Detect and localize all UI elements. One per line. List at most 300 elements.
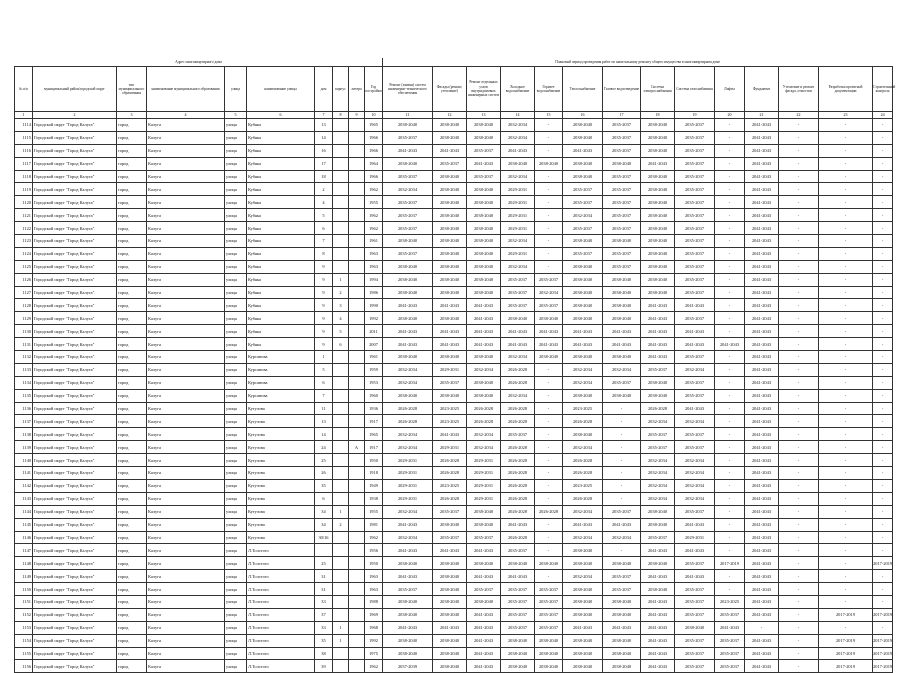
table-cell: - [535, 544, 563, 557]
table-cell: Городской округ "Город Калуга" [33, 402, 117, 415]
table-cell: 2038-2040 [603, 273, 641, 286]
table-cell [333, 454, 349, 467]
table-cell [333, 389, 349, 402]
table-cell [349, 247, 365, 260]
table-row [15, 479, 893, 492]
table-cell: 2041-2043 [467, 660, 501, 673]
table-cell: - [535, 209, 563, 222]
table-cell: 2032-2034 [501, 131, 535, 144]
table-cell: - [603, 428, 641, 441]
table-cell: город [117, 389, 147, 402]
table-cell: - [873, 222, 893, 235]
table-cell: 2041-2043 [745, 415, 779, 428]
table-cell: 2032-2034 [641, 467, 675, 480]
table-cell [349, 660, 365, 673]
table-cell: 2038-2040 [383, 557, 433, 570]
table-cell: Кутузова [247, 441, 315, 454]
table-cell [349, 260, 365, 273]
table-cell: 2038-2040 [383, 273, 433, 286]
table-cell: 2035-2037 [675, 634, 715, 647]
table-cell: 2038-2040 [383, 351, 433, 364]
table-cell: 2038-2040 [383, 634, 433, 647]
table-cell: 2041-2043 [433, 428, 467, 441]
table-cell: 1956 [365, 544, 383, 557]
table-cell: - [715, 583, 745, 596]
table-cell: 2035-2037 [501, 273, 535, 286]
table-cell: город [117, 170, 147, 183]
table-cell: - [873, 273, 893, 286]
table-cell: 1953 [365, 376, 383, 389]
table-cell: 2041-2043 [383, 518, 433, 531]
table-cell: 2032-2034 [641, 415, 675, 428]
column-header: дом [315, 67, 333, 112]
table-cell: 11 [315, 402, 333, 415]
table-cell: 2032-2034 [641, 454, 675, 467]
table-cell: 2041-2043 [603, 325, 641, 338]
table-cell: 2038-2040 [501, 660, 535, 673]
table-cell: Калуга [147, 583, 225, 596]
table-cell: 2041-2043 [745, 570, 779, 583]
table-cell: 2038-2040 [433, 222, 467, 235]
table-cell: 2026-2028 [501, 492, 535, 505]
table-cell: 2035-2037 [603, 196, 641, 209]
column-header: Система газоснабжения [675, 67, 715, 112]
table-cell: Калуга [147, 338, 225, 351]
table-cell: 25 [315, 557, 333, 570]
table-cell: 2041-2043 [535, 325, 563, 338]
table-cell: 2041-2043 [501, 325, 535, 338]
table-cell: 2035-2037 [467, 583, 501, 596]
table-cell: 2017-2019 [873, 634, 893, 647]
table-cell: 2038-2040 [563, 131, 603, 144]
table-cell: 2017-2019 [819, 634, 873, 647]
table-cell: 1992 [365, 312, 383, 325]
table-cell: - [819, 222, 873, 235]
table-cell: город [117, 131, 147, 144]
table-cell: - [715, 209, 745, 222]
table-cell: 1124 [15, 247, 33, 260]
table-cell [349, 389, 365, 402]
table-cell: 2035-2037 [675, 351, 715, 364]
table-cell: - [819, 196, 873, 209]
table-cell: - [779, 376, 819, 389]
table-cell: - [535, 376, 563, 389]
table-cell: Кубяка [247, 325, 315, 338]
table-cell [333, 183, 349, 196]
table-cell: - [819, 492, 873, 505]
table-cell: 1151 [15, 595, 33, 608]
column-header: Ремонт (замена) систем инженерно-технического обеспечения [383, 67, 433, 112]
table-cell: 13 [315, 415, 333, 428]
table-cell: - [819, 157, 873, 170]
table-cell: 2017-2019 [873, 608, 893, 621]
table-cell: город [117, 454, 147, 467]
table-cell: 2026-2028 [433, 454, 467, 467]
table-cell: 1156 [15, 660, 33, 673]
table-cell: 2038-2040 [603, 634, 641, 647]
table-cell: Кубяка [247, 131, 315, 144]
column-header: Система электроснабжения [641, 67, 675, 112]
table-cell: - [535, 363, 563, 376]
table-cell: - [779, 467, 819, 480]
table-cell: 2026-2028 [467, 402, 501, 415]
column-number: 14 [501, 112, 535, 119]
table-cell: 1917 [365, 441, 383, 454]
table-cell: 2041-2043 [563, 325, 603, 338]
table-cell: город [117, 299, 147, 312]
table-cell: 2041-2043 [467, 634, 501, 647]
table-cell [333, 209, 349, 222]
table-cell: 2035-2037 [715, 634, 745, 647]
table-cell: 1154 [15, 634, 33, 647]
column-header: Строительный контроль [873, 67, 893, 112]
table-cell: Калуга [147, 415, 225, 428]
table-cell: 2035-2037 [675, 196, 715, 209]
table-cell: 2007 [365, 338, 383, 351]
table-cell: 2035-2037 [433, 376, 467, 389]
table-cell: 2026-2028 [501, 454, 535, 467]
table-cell: - [819, 170, 873, 183]
table-cell: 1975 [365, 647, 383, 660]
table-cell: Городской округ "Город Калуга" [33, 286, 117, 299]
table-cell: 2026-2028 [563, 415, 603, 428]
table-cell: 2041-2043 [383, 621, 433, 634]
table-cell [333, 144, 349, 157]
table-cell: Кубяка [247, 247, 315, 260]
table-cell: Л.Толстого [247, 583, 315, 596]
table-row [15, 325, 893, 338]
table-cell: - [715, 325, 745, 338]
table-cell: - [819, 467, 873, 480]
table-cell: - [715, 454, 745, 467]
table-cell: 2041-2043 [715, 621, 745, 634]
table-cell: - [779, 299, 819, 312]
table-cell: - [779, 247, 819, 260]
document-sheet [14, 58, 896, 673]
table-cell: улица [225, 621, 247, 634]
table-cell: 2038-2040 [563, 351, 603, 364]
table-cell: - [779, 621, 819, 634]
table-cell: 2038-2040 [383, 608, 433, 621]
table-cell [349, 299, 365, 312]
table-cell: 1118 [15, 170, 33, 183]
table-cell [349, 196, 365, 209]
table-cell: 2041-2043 [641, 634, 675, 647]
table-cell: Кутузова [247, 505, 315, 518]
table-cell: 1119 [15, 183, 33, 196]
table-cell: 2026-2028 [501, 441, 535, 454]
table-cell: 2032-2034 [383, 376, 433, 389]
table-cell: 2026-2028 [433, 467, 467, 480]
table-cell: 1137 [15, 415, 33, 428]
table-cell: - [715, 183, 745, 196]
table-cell: 2038-2040 [641, 376, 675, 389]
table-cell: 2032-2034 [501, 389, 535, 402]
table-cell: - [779, 389, 819, 402]
table-cell: улица [225, 196, 247, 209]
table-cell: Городской округ "Город Калуга" [33, 235, 117, 248]
table-cell: 2038-2040 [563, 595, 603, 608]
table-cell: - [779, 144, 819, 157]
table-cell: - [873, 467, 893, 480]
table-cell: 2038-2040 [641, 273, 675, 286]
table-cell: - [603, 467, 641, 480]
table-cell [333, 131, 349, 144]
table-cell: 2038-2040 [433, 247, 467, 260]
table-cell: - [779, 286, 819, 299]
table-cell: 2038-2040 [383, 286, 433, 299]
table-cell: - [715, 428, 745, 441]
table-cell: 2038-2040 [563, 312, 603, 325]
table-cell: 38 [315, 647, 333, 660]
table-cell: 2041-2043 [715, 338, 745, 351]
table-cell: 9 [315, 299, 333, 312]
table-cell: 2038-2040 [501, 647, 535, 660]
table-cell: - [715, 415, 745, 428]
table-cell: 2041-2043 [641, 544, 675, 557]
table-cell: 2038-2040 [641, 222, 675, 235]
table-cell: 2038-2040 [467, 196, 501, 209]
table-cell: - [873, 531, 893, 544]
table-cell: 2035-2037 [383, 222, 433, 235]
table-cell: 2038-2040 [535, 647, 563, 660]
table-cell: 2032-2034 [675, 467, 715, 480]
table-cell: - [535, 441, 563, 454]
table-cell: 35 [315, 479, 333, 492]
table-cell: 2035-2037 [675, 441, 715, 454]
table-cell: 2017-2019 [873, 557, 893, 570]
table-cell [333, 441, 349, 454]
table-cell: 1992 [365, 634, 383, 647]
table-cell: 2038-2040 [467, 247, 501, 260]
table-cell: 2035-2037 [675, 235, 715, 248]
table-cell: Калуга [147, 557, 225, 570]
table-cell: Калуга [147, 325, 225, 338]
table-cell: - [819, 299, 873, 312]
table-cell: город [117, 492, 147, 505]
table-cell: 1153 [15, 621, 33, 634]
table-cell: 2041-2043 [745, 273, 779, 286]
table-cell: Кубяка [247, 286, 315, 299]
table-cell: 2029-2031 [467, 454, 501, 467]
table-cell: - [779, 608, 819, 621]
table-cell: Калуга [147, 402, 225, 415]
table-cell: город [117, 557, 147, 570]
table-cell: Калуга [147, 286, 225, 299]
table-cell: Городской округ "Город Калуга" [33, 376, 117, 389]
column-number: 18 [641, 112, 675, 119]
table-cell [349, 363, 365, 376]
table-cell: - [715, 286, 745, 299]
table-cell: - [779, 273, 819, 286]
table-cell: Городской округ "Город Калуга" [33, 441, 117, 454]
table-cell: - [819, 428, 873, 441]
table-cell [333, 428, 349, 441]
table-cell: - [715, 260, 745, 273]
table-cell: 2038-2040 [603, 595, 641, 608]
table-cell: 2038-2040 [501, 157, 535, 170]
table-cell: 2035-2037 [603, 376, 641, 389]
table-cell: 2032-2034 [675, 454, 715, 467]
table-cell: 2038-2040 [383, 260, 433, 273]
table-cell: 2035-2037 [535, 299, 563, 312]
table-cell: - [715, 119, 745, 132]
table-cell: 1125 [15, 260, 33, 273]
column-number: 21 [745, 112, 779, 119]
column-number: 16 [563, 112, 603, 119]
table-cell: - [603, 441, 641, 454]
table-cell: 2038-2040 [433, 389, 467, 402]
table-cell [349, 144, 365, 157]
table-cell: город [117, 376, 147, 389]
table-cell: улица [225, 299, 247, 312]
table-cell: 6 [315, 222, 333, 235]
table-cell: 2035-2037 [603, 183, 641, 196]
table-cell: 2035-2037 [675, 209, 715, 222]
table-cell: 2041-2043 [433, 544, 467, 557]
table-cell: 4 [333, 312, 349, 325]
table-cell: 2038-2040 [467, 222, 501, 235]
table-cell: - [603, 402, 641, 415]
table-cell: - [873, 170, 893, 183]
table-cell [333, 608, 349, 621]
table-cell: 2038-2040 [641, 557, 675, 570]
table-cell [333, 595, 349, 608]
table-cell: 2026-2028 [501, 531, 535, 544]
column-header: Лифты [715, 67, 745, 112]
table-cell: 2035-2037 [675, 608, 715, 621]
table-cell [349, 183, 365, 196]
table-cell: 2 [333, 286, 349, 299]
table-cell [333, 170, 349, 183]
table-cell: 2035-2037 [501, 299, 535, 312]
table-cell: Кубяка [247, 157, 315, 170]
table-cell: 2035-2037 [675, 144, 715, 157]
table-cell: - [779, 595, 819, 608]
table-cell: 1969 [365, 608, 383, 621]
table-cell: 2038-2040 [433, 557, 467, 570]
table-cell [333, 119, 349, 132]
table-cell: - [819, 518, 873, 531]
table-cell: Городской округ "Город Калуга" [33, 479, 117, 492]
table-row [15, 170, 893, 183]
table-cell [349, 454, 365, 467]
table-cell: 25 [315, 454, 333, 467]
table-cell: - [779, 402, 819, 415]
table-cell: - [715, 531, 745, 544]
column-number: 22 [779, 112, 819, 119]
table-row [15, 518, 893, 531]
table-cell: 1149 [15, 570, 33, 583]
table-cell: - [779, 415, 819, 428]
table-cell: 2023-2025 [563, 402, 603, 415]
table-cell: 2038-2040 [467, 131, 501, 144]
table-cell: 2041-2043 [745, 441, 779, 454]
table-cell: 2032-2034 [501, 119, 535, 132]
table-cell [333, 544, 349, 557]
table-cell: улица [225, 583, 247, 596]
table-cell [333, 660, 349, 673]
table-cell: 2035-2037 [675, 222, 715, 235]
table-cell: 2026-2028 [501, 363, 535, 376]
table-row [15, 544, 893, 557]
column-number: 5 [225, 112, 247, 119]
table-cell: 2032-2034 [501, 235, 535, 248]
table-cell: - [819, 325, 873, 338]
table-cell: Кубяка [247, 144, 315, 157]
group-header-row [15, 59, 893, 67]
table-cell: Городской округ "Город Калуга" [33, 518, 117, 531]
table-cell: Кубяка [247, 299, 315, 312]
periods-group-label: Плановый период проведения работ по капитальному ремонту общего имущества в многоквартирном доме [555, 60, 720, 65]
table-cell: 2038-2040 [563, 299, 603, 312]
table-cell: 2017-2019 [819, 608, 873, 621]
column-number: 8 [333, 112, 349, 119]
table-cell: Городской округ "Город Калуга" [33, 131, 117, 144]
table-cell: 2038-2040 [563, 157, 603, 170]
table-cell: 2041-2043 [641, 338, 675, 351]
table-cell: город [117, 518, 147, 531]
table-cell: - [873, 544, 893, 557]
table-cell: 2032-2034 [383, 363, 433, 376]
table-cell: Городской округ "Город Калуга" [33, 170, 117, 183]
table-cell: - [715, 518, 745, 531]
table-cell: Калуга [147, 595, 225, 608]
table-cell: Л.Толстого [247, 621, 315, 634]
table-cell: 2038-2040 [563, 557, 603, 570]
table-cell [349, 621, 365, 634]
table-row [15, 621, 893, 634]
table-cell: 2035-2037 [675, 157, 715, 170]
table-cell: 2035-2037 [467, 144, 501, 157]
table-cell [349, 531, 365, 544]
table-cell: - [779, 170, 819, 183]
table-cell [349, 479, 365, 492]
table-cell: Калуга [147, 518, 225, 531]
table-cell: 2038-2040 [535, 157, 563, 170]
table-cell: - [873, 338, 893, 351]
table-cell: 6 [315, 492, 333, 505]
table-cell: 2041-2043 [383, 570, 433, 583]
table-cell: 2038-2040 [563, 170, 603, 183]
table-cell [315, 544, 333, 557]
table-cell: 2035-2037 [535, 595, 563, 608]
address-group-label: Адрес многоквартирного дома [175, 60, 222, 65]
table-cell: 2041-2043 [563, 621, 603, 634]
table-cell: 2035-2037 [563, 183, 603, 196]
table-cell: А [349, 441, 365, 454]
table-cell: 34 [315, 518, 333, 531]
table-cell: Городской округ "Город Калуга" [33, 647, 117, 660]
table-cell: 2041-2043 [745, 286, 779, 299]
table-row [15, 492, 893, 505]
table-cell: 2038-2040 [641, 209, 675, 222]
column-number: 4 [147, 112, 225, 119]
table-cell: 1981 [365, 518, 383, 531]
table-cell: 9 [315, 260, 333, 273]
table-cell: 2035-2037 [603, 209, 641, 222]
table-cell: Кубяка [247, 260, 315, 273]
table-cell: 1988 [365, 595, 383, 608]
table-cell: 1938 [365, 492, 383, 505]
table-cell: - [715, 479, 745, 492]
table-cell: - [779, 363, 819, 376]
table-cell: - [715, 467, 745, 480]
table-cell: Кутузова [247, 428, 315, 441]
table-cell: город [117, 222, 147, 235]
table-row [15, 222, 893, 235]
table-cell [349, 595, 365, 608]
